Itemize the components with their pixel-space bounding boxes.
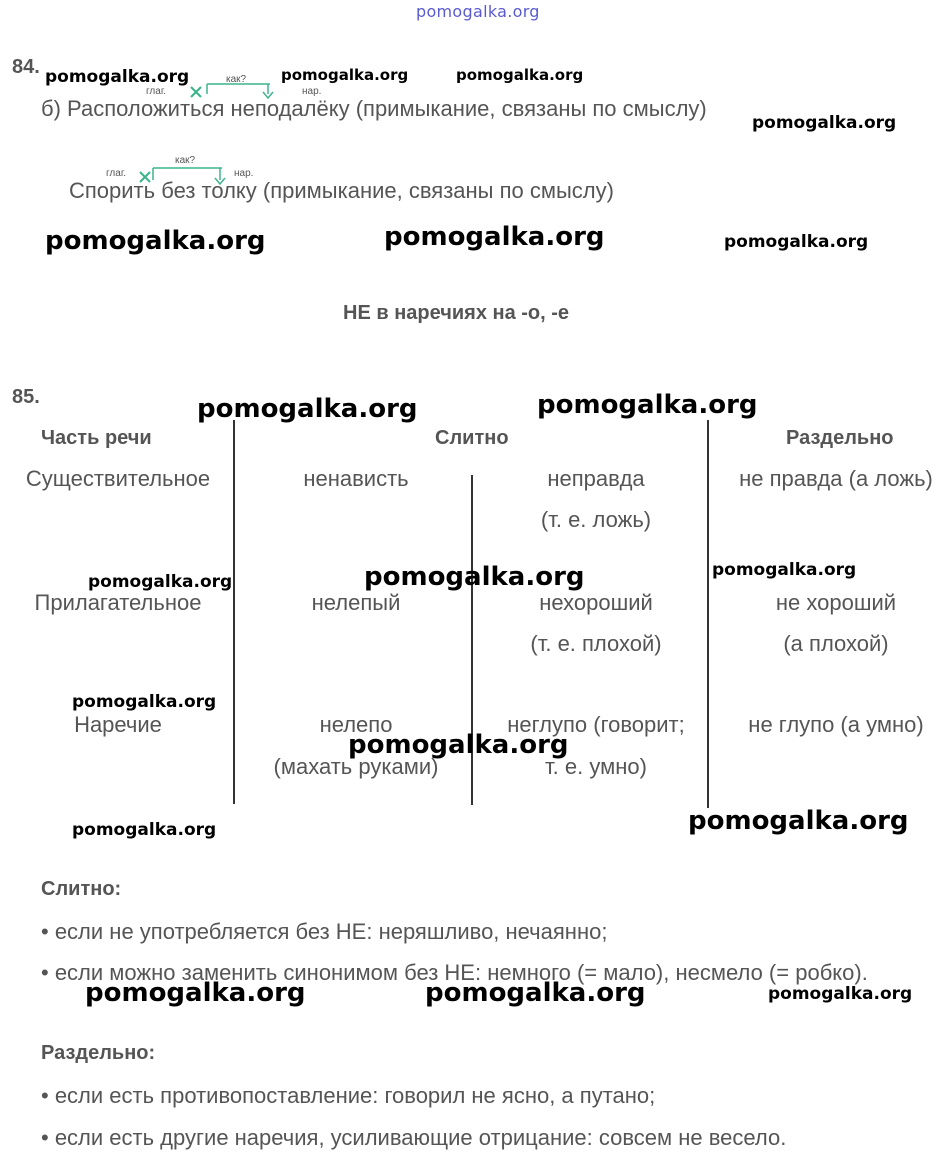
rule-together-1: • если не употребляется без НЕ: неряшливо, нечаянно; xyxy=(41,919,608,944)
row-3-separate: не глупо (а умно) xyxy=(748,712,924,737)
row-3-together-2: неглупо (говорит; xyxy=(507,712,685,737)
rules-separate-title: Раздельно: xyxy=(41,1042,156,1064)
scheme-2-verb: глаг. xyxy=(106,168,127,179)
rule-separate-2: • если есть другие наречия, усиливающие отрицание: совсем не весело. xyxy=(41,1125,787,1150)
watermark: pomogalka.org xyxy=(537,390,758,420)
table-divider-1 xyxy=(233,420,235,804)
row-2-separate: не хороший xyxy=(775,590,897,615)
scheme-1-adverb: нар. xyxy=(302,86,322,97)
watermark: pomogalka.org xyxy=(752,113,897,133)
exercise-84-line-2: Спорить без толку (примыкание, связаны по смыслу) xyxy=(69,178,614,203)
watermark: pomogalka.org xyxy=(364,562,585,592)
exercise-84-line-b: б) Расположиться неподалёку (примыкание, связаны по смыслу) xyxy=(41,96,707,121)
site-header: pomogalka.org xyxy=(416,2,540,21)
watermark: pomogalka.org xyxy=(425,978,646,1008)
header-together: Слитно xyxy=(435,427,509,449)
row-1-separate: не правда (а ложь) xyxy=(739,466,933,491)
watermark: pomogalka.org xyxy=(72,692,217,712)
row-1-together-2-note: (т. е. ложь) xyxy=(540,507,652,532)
rule-together-2: • если можно заменить синонимом без НЕ: немного (= мало), несмело (= робко). xyxy=(41,960,868,985)
row-3-together-2-note: т. е. умно) xyxy=(545,754,647,779)
exercise-85-number: 85. xyxy=(12,386,40,408)
watermark: pomogalka.org xyxy=(281,66,409,84)
section-title: НЕ в наречиях на -о, -е xyxy=(343,302,570,324)
row-2-together-2-note: (т. е. плохой) xyxy=(530,631,662,656)
watermark: pomogalka.org xyxy=(85,978,306,1008)
watermark: pomogalka.org xyxy=(197,394,418,424)
watermark: pomogalka.org xyxy=(45,67,190,87)
watermark: pomogalka.org xyxy=(348,730,569,760)
row-3-part: Наречие xyxy=(74,712,162,737)
scheme-2-question: как? xyxy=(175,155,196,166)
row-2-together-2: нехороший xyxy=(539,590,653,615)
row-2-separate-note: (а плохой) xyxy=(783,631,889,656)
watermark: pomogalka.org xyxy=(768,984,913,1004)
watermark: pomogalka.org xyxy=(45,226,266,256)
row-2-together-1: нелепый xyxy=(311,590,401,615)
row-3-together-1-note: (махать руками) xyxy=(273,754,439,779)
watermark: pomogalka.org xyxy=(456,66,584,84)
exercise-84-number: 84. xyxy=(12,56,40,78)
scheme-1-verb: глаг. xyxy=(146,86,167,97)
row-1-part: Существительное xyxy=(25,466,211,491)
header-separate: Раздельно xyxy=(786,427,894,449)
watermark: pomogalka.org xyxy=(724,232,869,252)
row-2-part: Прилагательное xyxy=(34,590,202,615)
rule-separate-1: • если есть противопоставление: говорил не ясно, а путано; xyxy=(41,1083,656,1108)
scheme-2-adverb: нар. xyxy=(234,168,254,179)
row-1-together-1: ненависть xyxy=(303,466,409,491)
row-3-together-1: нелепо xyxy=(319,712,393,737)
rules-together-title: Слитно: xyxy=(41,878,122,900)
watermark: pomogalka.org xyxy=(384,222,605,252)
watermark: pomogalka.org xyxy=(72,820,217,840)
row-1-together-2: неправда xyxy=(547,466,645,491)
watermark: pomogalka.org xyxy=(88,572,233,592)
scheme-1-question: как? xyxy=(226,74,247,85)
watermark: pomogalka.org xyxy=(688,806,909,836)
watermark: pomogalka.org xyxy=(712,560,857,580)
header-part-of-speech: Часть речи xyxy=(41,427,152,449)
